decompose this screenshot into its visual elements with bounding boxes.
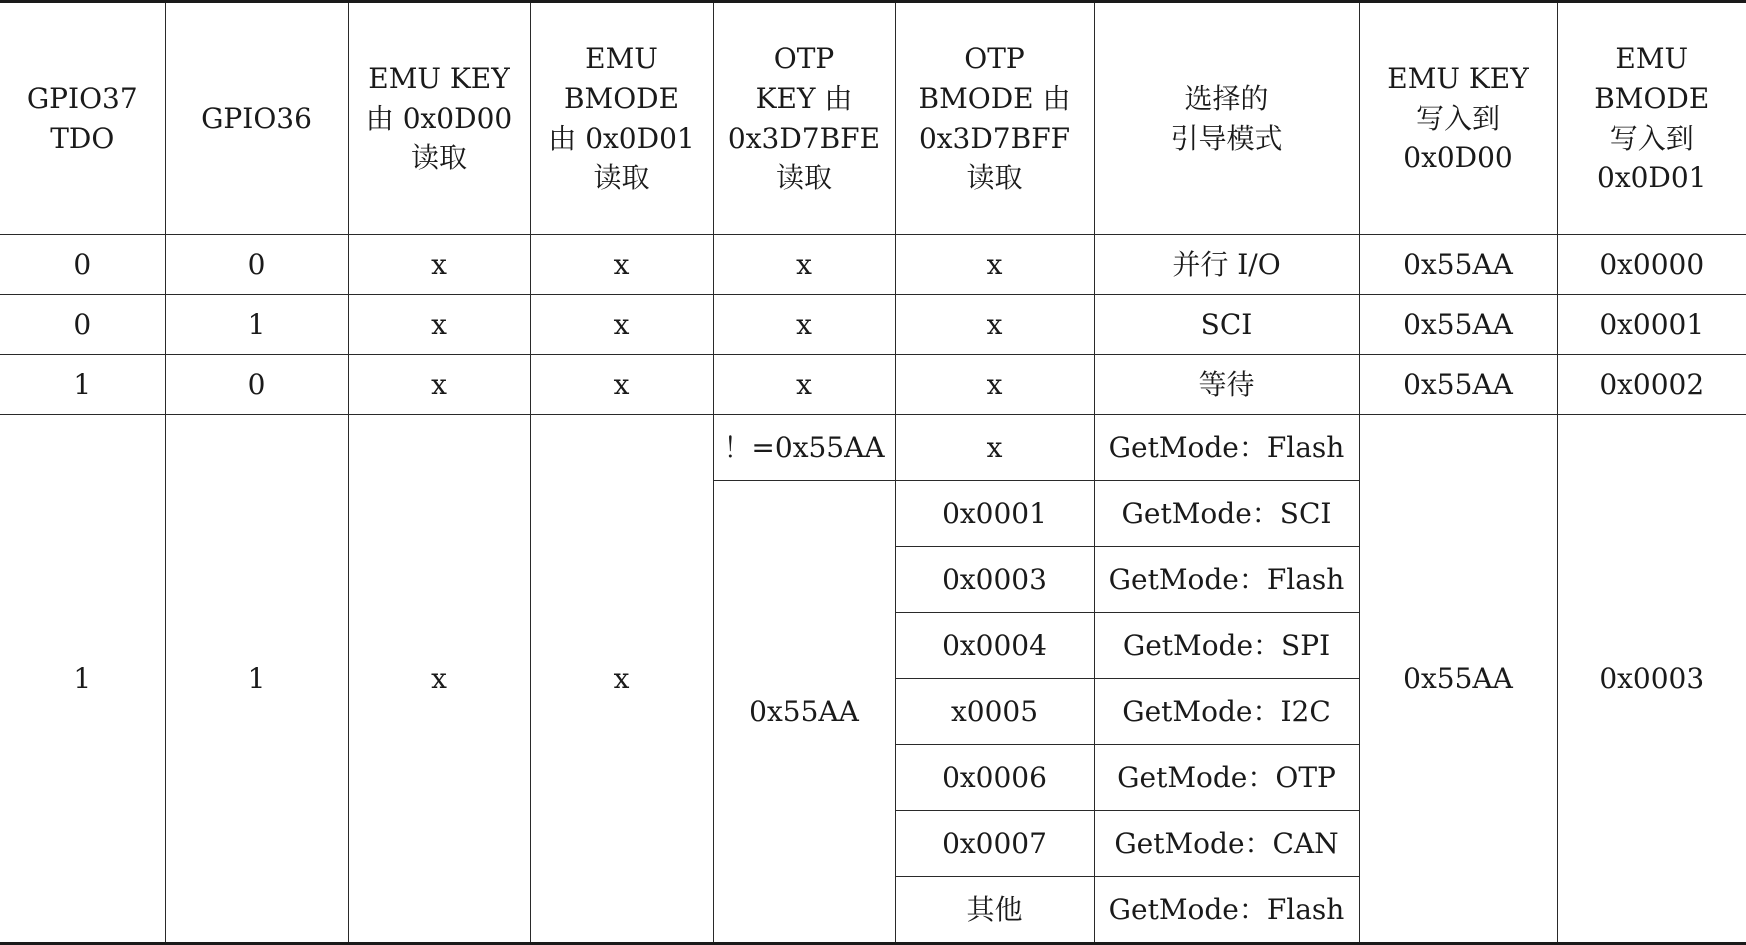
cell-gpio36: 1	[165, 415, 348, 944]
cell-gpio37: 0	[0, 295, 165, 355]
cell-otp-bmode: 0x0006	[895, 745, 1094, 811]
cell-mode: GetMode：SPI	[1094, 613, 1359, 679]
cell-emu-bmode: x	[530, 295, 713, 355]
cell-key-write: 0x55AA	[1359, 415, 1557, 944]
cell-mode: SCI	[1094, 295, 1359, 355]
table-row	[0, 415, 1746, 481]
cell-bmode-write: 0x0003	[1557, 415, 1746, 944]
cell-otp-bmode: x	[895, 235, 1094, 295]
cell-key-write: 0x55AA	[1359, 295, 1557, 355]
table-row	[0, 295, 1746, 355]
cell-mode: GetMode：SCI	[1094, 481, 1359, 547]
cell-otp-key: x	[713, 235, 895, 295]
cell-mode: GetMode：CAN	[1094, 811, 1359, 877]
table-row	[0, 235, 1746, 295]
cell-otp-bmode: 0x0001	[895, 481, 1094, 547]
cell-otp-key-valid: 0x55AA	[713, 481, 895, 944]
cell-otp-bmode: x	[895, 295, 1094, 355]
cell-otp-bmode: 0x0003	[895, 547, 1094, 613]
cell-mode: GetMode：Flash	[1094, 415, 1359, 481]
table-row	[0, 355, 1746, 415]
cell-mode: GetMode：Flash	[1094, 547, 1359, 613]
header-emu-key-write: EMU KEY 写入到 0x0D00	[1359, 2, 1557, 235]
cell-bmode-write: 0x0002	[1557, 355, 1746, 415]
header-emu-bmode-write: EMU BMODE 写入到 0x0D01	[1557, 2, 1746, 235]
cell-gpio36: 0	[165, 235, 348, 295]
cell-mode: 等待	[1094, 355, 1359, 415]
cell-emu-bmode: x	[530, 355, 713, 415]
header-selected-mode: 选择的 引导模式	[1094, 2, 1359, 235]
cell-otp-key-invalid: ！=0x55AA	[713, 415, 895, 481]
cell-otp-bmode: x0005	[895, 679, 1094, 745]
cell-gpio37: 0	[0, 235, 165, 295]
cell-otp-bmode: x	[895, 415, 1094, 481]
cell-key-write: 0x55AA	[1359, 355, 1557, 415]
header-gpio36: GPIO36	[165, 2, 348, 235]
cell-gpio36: 0	[165, 355, 348, 415]
cell-mode: GetMode：I2C	[1094, 679, 1359, 745]
cell-emu-bmode: x	[530, 235, 713, 295]
cell-otp-bmode: 其他	[895, 877, 1094, 944]
header-row	[0, 2, 1746, 235]
cell-gpio37: 1	[0, 415, 165, 944]
cell-emu-bmode: x	[530, 415, 713, 944]
cell-mode: GetMode：OTP	[1094, 745, 1359, 811]
header-otp-bmode-read: OTP BMODE 由 0x3D7BFF 读取	[895, 2, 1094, 235]
cell-otp-bmode: 0x0004	[895, 613, 1094, 679]
cell-emu-key: x	[348, 235, 530, 295]
cell-mode: 并行 I/O	[1094, 235, 1359, 295]
cell-emu-key: x	[348, 355, 530, 415]
cell-otp-bmode: 0x0007	[895, 811, 1094, 877]
header-otp-key-read: OTP KEY 由 0x3D7BFE 读取	[713, 2, 895, 235]
cell-otp-key: x	[713, 295, 895, 355]
cell-emu-key: x	[348, 295, 530, 355]
cell-gpio37: 1	[0, 355, 165, 415]
cell-bmode-write: 0x0001	[1557, 295, 1746, 355]
header-emu-bmode-read: EMU BMODE 由 0x0D01 读取	[530, 2, 713, 235]
cell-bmode-write: 0x0000	[1557, 235, 1746, 295]
cell-otp-key: x	[713, 355, 895, 415]
cell-emu-key: x	[348, 415, 530, 944]
cell-gpio36: 1	[165, 295, 348, 355]
header-gpio37: GPIO37 TDO	[0, 2, 165, 235]
cell-otp-bmode: x	[895, 355, 1094, 415]
cell-mode: GetMode：Flash	[1094, 877, 1359, 944]
header-emu-key-read: EMU KEY 由 0x0D00 读取	[348, 2, 530, 235]
cell-key-write: 0x55AA	[1359, 235, 1557, 295]
